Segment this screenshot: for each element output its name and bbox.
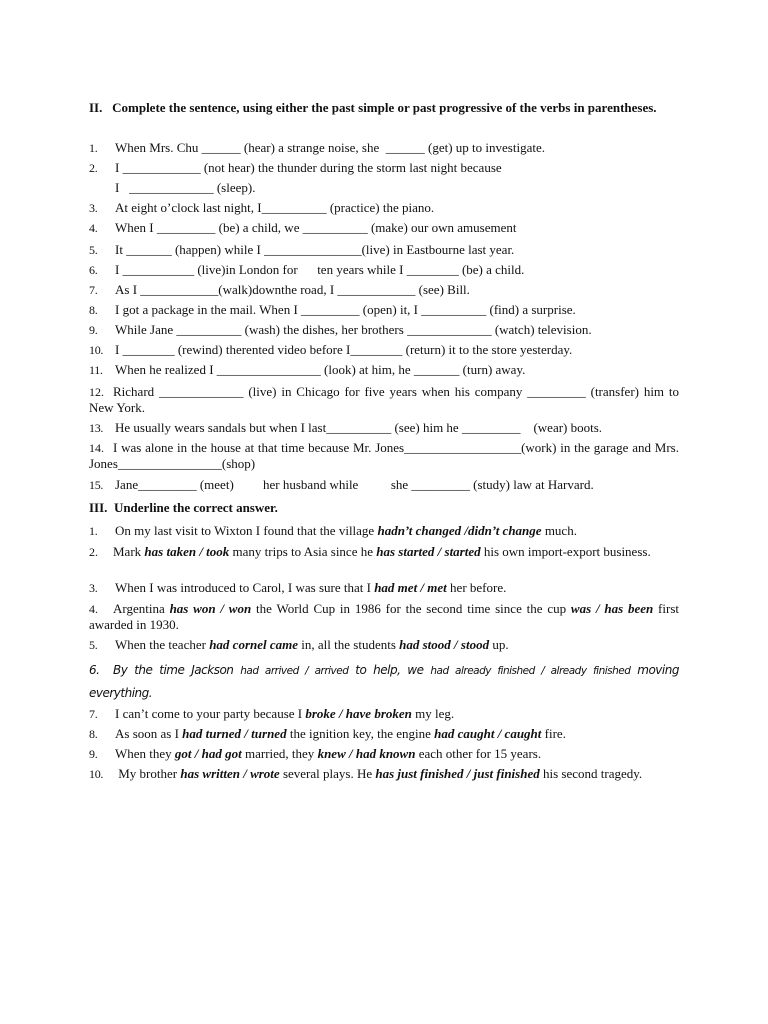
item-text: I ________ (rewind) therented video before I________ (return) it to the store yesterday. xyxy=(115,342,573,357)
answer-choice[interactable]: has taken / took xyxy=(144,544,230,559)
text-segment: When I was introduced to Carol, I was sure that I xyxy=(115,580,375,595)
text-segment: his second tragedy. xyxy=(539,766,643,781)
item-number: 9. xyxy=(89,323,98,337)
text-segment: the World Cup in 1986 for the second time since the cup xyxy=(251,601,571,616)
item-text: Jane_________ (meet) her husband while she _________ (study) law at Harvard. xyxy=(115,477,594,492)
answer-choice[interactable]: had already finished / already finished xyxy=(430,665,631,677)
text-segment: Argentina xyxy=(113,601,170,616)
item-text xyxy=(115,746,541,762)
text-segment: first awarded in 1930. xyxy=(89,601,679,632)
item-number: 8. xyxy=(89,727,98,741)
answer-choice[interactable]: had arrived / arrived xyxy=(240,665,349,677)
item-text xyxy=(115,726,566,742)
text-segment: to help, we xyxy=(348,663,431,677)
answer-choice[interactable]: has written / wrote xyxy=(180,766,280,781)
item-text: When he realized I ________________ (look) at him, he _______ (turn) away. xyxy=(115,362,526,377)
section-3-instruction: Underline the correct answer. xyxy=(113,500,278,515)
answer-choice[interactable]: broke / have broken xyxy=(305,706,412,721)
item-text: When Mrs. Chu ______ (hear) a strange noise, she ______ (get) up to investigate. xyxy=(115,140,545,155)
text-segment: many trips to Asia since he xyxy=(229,544,377,559)
item-number: 10. xyxy=(89,343,104,357)
answer-choice[interactable]: was / has been xyxy=(570,601,654,616)
item-number: 6. xyxy=(89,663,100,677)
answer-choice[interactable]: had cornel came xyxy=(209,637,299,652)
item-number: 13. xyxy=(89,421,104,435)
section-3-heading xyxy=(89,500,679,516)
text-segment: each other for 15 years. xyxy=(415,746,542,761)
item-number: 7. xyxy=(89,707,98,721)
answer-choice[interactable]: knew / had known xyxy=(317,746,416,761)
item-text: I _____________ (sleep). xyxy=(115,180,256,195)
item-text: I ____________ (not hear) the thunder during the storm last night because xyxy=(115,160,502,175)
section-2-instruction: Complete the sentence, using either the past simple or past progressive of the verbs in parentheses. xyxy=(112,100,657,115)
text-segment: his own import-export business. xyxy=(480,544,651,559)
exercise-item xyxy=(89,544,679,560)
item-number: 9. xyxy=(89,747,98,761)
answer-choice[interactable]: had stood / stood xyxy=(399,637,490,652)
answer-choice[interactable]: has started / started xyxy=(376,544,481,559)
section-2-heading xyxy=(89,100,679,116)
text-segment: I can’t come to your party because I xyxy=(115,706,306,721)
text-segment: fire. xyxy=(541,726,566,741)
item-text: I ___________ (live)in London for ten years while I ________ (be) a child. xyxy=(115,262,525,277)
item-number: 10. xyxy=(89,767,104,781)
text-segment: much. xyxy=(541,523,577,538)
text-segment: the ignition key, the engine xyxy=(286,726,435,741)
item-number: 4. xyxy=(89,602,98,616)
item-text: He usually wears sandals but when I last__________ (see) him he _________ (wear) boots. xyxy=(115,420,603,435)
item-number: 12. xyxy=(89,385,104,399)
item-number: 5. xyxy=(89,243,98,257)
item-number: 14. xyxy=(89,441,104,455)
item-text: It _______ (happen) while I _______________(live) in Eastbourne last year. xyxy=(115,242,515,257)
text-segment: my leg. xyxy=(411,706,455,721)
answer-choice[interactable]: hadn’t changed /didn’t change xyxy=(377,523,542,538)
text-segment: married, they xyxy=(241,746,318,761)
exercise-item xyxy=(89,659,679,704)
item-text xyxy=(115,523,577,539)
section-2-numeral: II. xyxy=(89,100,103,115)
exercise-item xyxy=(89,384,679,416)
item-text xyxy=(115,580,506,596)
text-segment: several plays. He xyxy=(279,766,376,781)
text-segment: My brother xyxy=(115,766,181,781)
answer-choice[interactable]: has won / won xyxy=(169,601,252,616)
item-number: 2. xyxy=(89,161,98,175)
exercise-item xyxy=(89,440,679,472)
item-number: 15. xyxy=(89,478,104,492)
answer-choice[interactable]: got / had got xyxy=(174,746,242,761)
text-segment: When they xyxy=(115,746,175,761)
item-text: I was alone in the house at that time because Mr. Jones__________________(work) in the garage and Mrs. Jones________________(shop) xyxy=(89,440,679,471)
answer-choice[interactable]: had met / met xyxy=(374,580,447,595)
item-number: 1. xyxy=(89,141,98,155)
text-segment: As soon as I xyxy=(115,726,183,741)
text-segment: up. xyxy=(489,637,509,652)
item-text: When I _________ (be) a child, we __________ (make) our own amusement xyxy=(115,220,517,235)
item-text: At eight o’clock last night, I__________ (practice) the piano. xyxy=(115,200,435,215)
section-3-numeral: III. xyxy=(89,500,108,515)
item-number: 2. xyxy=(89,545,98,559)
item-number: 6. xyxy=(89,263,98,277)
item-text: Richard _____________ (live) in Chicago for five years when his company _________ (transfer) him to New York. xyxy=(89,384,679,415)
text-segment: Mark xyxy=(113,544,145,559)
item-number: 3. xyxy=(89,581,98,595)
text-segment: in, all the students xyxy=(298,637,400,652)
item-number: 11. xyxy=(89,363,103,377)
item-number: 4. xyxy=(89,221,98,235)
answer-choice[interactable]: has just finished / just finished xyxy=(375,766,540,781)
item-text xyxy=(115,766,642,782)
answer-choice[interactable]: had turned / turned xyxy=(182,726,287,741)
item-text xyxy=(115,637,509,653)
item-text: As I ____________(walk)downthe road, I ____________ (see) Bill. xyxy=(115,282,470,297)
item-number: 8. xyxy=(89,303,98,317)
item-number: 5. xyxy=(89,638,98,652)
item-text: I got a package in the mail. When I _________ (open) it, I __________ (find) a surprise. xyxy=(115,302,576,317)
item-number: 7. xyxy=(89,283,98,297)
text-segment: By the time Jackson xyxy=(113,663,241,677)
item-text xyxy=(115,706,454,722)
item-number: 1. xyxy=(89,524,98,538)
answer-choice[interactable]: had caught / caught xyxy=(434,726,542,741)
exercise-item xyxy=(89,601,679,633)
text-segment: moving everything. xyxy=(89,663,679,700)
item-text: While Jane __________ (wash) the dishes, her brothers _____________ (watch) television. xyxy=(115,322,592,337)
text-segment: On my last visit to Wixton I found that the village xyxy=(115,523,378,538)
text-segment: When the teacher xyxy=(115,637,210,652)
item-number: 3. xyxy=(89,201,98,215)
text-segment: her before. xyxy=(446,580,507,595)
